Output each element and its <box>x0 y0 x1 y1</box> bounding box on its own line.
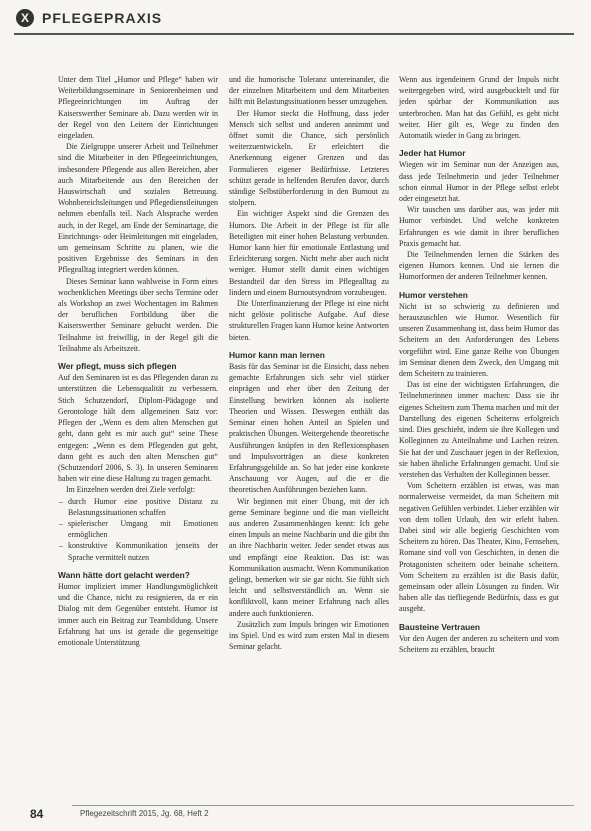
paragraph: Wenn aus irgendeinem Grund der Impuls nicht weitergegeben wird, wird ausgebucktelt und für jeden spürbar der Kommunikation aus unterbrochen. Man hat das Gefühl, es geht nicht weiter. Hier gilt es, Wege zu finden den Automatik wieder in Gang zu bringen. <box>399 75 559 141</box>
paragraph: Basis für das Seminar ist die Einsicht, dass neben gemachte Erfahrungen sich sehr viel stärker einprägen und eher über den Zeitung der Einstellung bewirken können als isolierte Theorien und Wissen. Deswegen enthält das Seminar einen hohen Anteil an Spielen und praktischen Übungen. Weitergehende theoretische Ausführungen knüpfen in den Reflexionsphasen und Impulsvorträgen an diese konkreten Erfahrungsgebilde an. So hat jeder eine konkrete Anschauung vor Augen, auf die er die theoretischen Ausführungen beziehen kann. <box>229 362 389 495</box>
text-column-2 <box>229 74 389 804</box>
subheading: Wer pflegt, muss sich pflegen <box>58 361 177 372</box>
paragraph: Wiegen wir im Seminar nun der Anzeigen aus, dass jede Teilnehmerin und jeder Teilnehmer schon einmal Humor in der Pflege selbst erlebt oder eingesetzt hat. <box>399 160 559 204</box>
subheading: Jeder hat Humor <box>399 148 466 159</box>
section-x-icon: X <box>16 9 34 27</box>
paragraph: Im Einzelnen werden drei Ziele verfolgt: <box>66 485 196 495</box>
section-title: PFLEGEPRAXIS <box>42 10 163 26</box>
goal-list <box>58 496 218 563</box>
paragraph: Nicht ist so schwierig zu definieren und herauszuschlen wie Humor. Wesentlich für unseren Zusammenhang ist, dass beim Humor das Scheitern an den Anforderungen des Lebens vorgeführt wird. Eine ganze Reihe von Übungen im Seminar dienen dem Zweck, den Umgang mit dem Scheitern zu trainieren. <box>399 301 559 379</box>
list-item: – durch Humor eine positive Distanz zu Belastungssituationen schaffen <box>68 496 218 518</box>
paragraph: Vor den Augen der anderen zu scheitern und vom Scheitern zu erzählen, braucht <box>399 633 559 654</box>
page-footer <box>14 805 576 825</box>
page-header <box>14 6 576 32</box>
paragraph: Zusätzlich zum Impuls bringen wir Emotionen ins Spiel. Und es wird zum ersten Mal in diesem Seminar gelacht. <box>229 619 389 652</box>
subheading: Bausteine Vertrauen <box>399 621 480 632</box>
paragraph: Humor impliziert immer Handlungsmöglichkeit und die Chance, nicht zu resignieren, da er ein Dialog mit dem Gegenüber entsteht. Humor ist immer auch ein Beitrag zur Teambildung. Unsere Erfahrung hat uns ist gerade die gegenseitige emotionale Unterstützung <box>58 581 218 647</box>
paragraph: Unter dem Titel „Humor und Pflege“ haben wir Weiterbildungsseminare in Seniorenheimen und Pflegeeinrichtungen im Auftrag der Kaiserswerther Seminare ab. Dazu werden wir in der Regel von den Leitern der Einrichtungen eingeladen. <box>58 75 218 141</box>
subheading: Wann hätte dort gelacht werden? <box>58 569 190 580</box>
page-number: 84 <box>30 807 44 821</box>
paragraph: Die Zielgruppe unserer Arbeit und Teilnehmer sind die Mitarbeiter in den Pflegeeinrichtungen, insbesondere Pflegende aus allen Bereichen, aber auch Mitarbeitende aus den Bereichen der Hauswirtschaft und sozialen Betreuung. Wohnbereichsleitungen und Pflegedienstleitungen nehmen ebenfalls teil. Nach Absprache werden auch, in der Regel, am Ende der Seminartage, die Einrichtungs- oder Heimleitungen mit eingeladen, um gemeinsam Schritte zu planen, wie die positiven Ergebnisse des Seminars in den Pflegealltag integriert werden können. <box>58 142 218 275</box>
paragraph: Wir beginnen mit einer Übung, mit der ich gerne Seminare beginne und die man vielleicht aus anderen Zusammenhängen kennt: Ich gebe einen Impuls an meine Nachbarin und die gibt ihn an ihre Nachbarin weiter. Jeder sendet etwas aus und empfängt eine Reaktion. Das ist: was Kommunikation ausmacht. Wenn Kommunikation gelingt, bemerken wir sie gar nicht. Sie fühlt sich leicht und selbstverständlich an. Wenn sie konfliktvoll, kann meiner Erfahrung nach alles andere auch funktionieren. <box>229 496 389 618</box>
subheading: Humor verstehen <box>399 289 468 300</box>
paragraph: und die humorische Toleranz untereinander, die der einzelnen Mitarbeitern und dem Mitarbeiten hilft mit Belastungssituationen besser umzugehen. <box>229 75 389 107</box>
paragraph: Die Unterfinanzierung der Pflege ist eine nicht nicht gelöste politische Aufgabe. Auf diese strukturellen Fragen kann Humor keine Antworten bieten. <box>229 299 389 342</box>
paragraph: Dieses Seminar kann wahlweise in Form eines wochenklichen Meetings über sechs Termine oder als Workshop an zwei Wochentagen im Rahmen der beruflichen Fortbildung über die Kaiserswerther Seminare gebucht werden. Die Teilnahme ist freiwillig, in der Regel gilt die Teilnahme als Arbeitszeit. <box>58 276 218 353</box>
journal-reference: Pflegezeitschrift 2015, Jg. 68, Heft 2 <box>80 809 209 818</box>
list-item: – spielerischer Umgang mit Emotionen ermöglichen <box>68 518 218 540</box>
header-rule <box>14 33 574 35</box>
paragraph: Der Humor steckt die Hoffnung, dass jeder Mensch sich selbst und anderen annimmt und öffnet somit die Chance, sich persönlich weiterzuentwickeln. Er erleichtert die Anerkennung eigener Grenzen und das Formulieren eigener Bedürfnisse. Letzteres schützt gerade in helfenden Berufen davor, durch ständige Selbstüberforderung in den Burnout zu stolpern. <box>229 108 389 208</box>
paragraph: Wir tauschen uns darüber aus, was jeder mit Humor verbindet. Und welche konkreten Erfahrungen es wie damit in ihrer beruflichen Praxis gemacht hat. <box>399 205 559 248</box>
paragraph: Die Teilnehmenden lernen die Stärken des eigenen Humors kennen. Und sie lernen die Humorformen der anderen Teilnehmer kennen. <box>399 250 559 282</box>
paragraph: Auf den Seminaren ist es das Pflegenden daran zu unterstützen die Lebensqualität zu verbessern. Stich Schutzendorf, Diplom-Pädagoge und Gerontologe hält dem allgemeinen Satz vor: Pflegen der „Wenn es dem alten Menschen gut geht, dann geht es mir auch gut“ seine These entgegen: „Wenn es dem Pflegenden gut geht, dann geht es auch den alten Menschen gut“ (Schutzendorf 2006, S. 3). In unseren Seminaren haben wir eine diese Haltung zu tragen gemacht. <box>58 373 218 484</box>
paragraph: Vom Scheitern erzählen ist etwas, was man normalerweise vermeidet, da man Scheitern mit negativen Gefühlen verbindet. Lieber erzählen wir von dem tollen Urlaub, den wir erlebt haben. Dabei sind wir alle begierig Geschichten vom Scheitern zu hören. Das Theater, Kino, Fernsehen, Romane sind voll von Geschichten, in denen die Protagonisten scheitern oder beinahe scheitern. Vom Scheitern zu erzählen ist die Basis dafür, gemeinsam oder allein Lösungen zu finden. Wir haben alle das tiefliegende Bedürfnis, dass es gut ausgeht. <box>399 481 559 614</box>
text-column-3 <box>399 74 559 804</box>
footer-rule <box>72 805 574 806</box>
list-item: – konstruktive Kommunikation jenseits der Sprache vermittelt nutzen <box>68 540 218 562</box>
text-column-1 <box>58 74 218 804</box>
paragraph: Das ist eine der wichtigsten Erfahrungen, die Teilnehmerinnen immer machen: Dass sie ihr eigenes Scheitern zum Thema machen und mit der Darstellung des eigenen Scheiterns erfolgreich sind. Dies geschieht, indem sie ihre Kollegen und Kolleginnen zu Anteilnahme und Lachen reizen. Sie hat der und Zuschauer jegen in der Reflexion, sie haben ähnliche Erfahrungen gemacht. Und sie verstehen das Verhalten der Kolleginnen besser. <box>399 380 559 479</box>
subheading: Humor kann man lernen <box>229 349 325 360</box>
paragraph: Ein wichtiger Aspekt sind die Grenzen des Humors. Die Arbeit in der Pflege ist für alle Beteiligten mit einer hohen Belastung verbunden. Humor kann hier für emotionale Entlastung und Erleichterung sorgen. Nicht mehr aber auch nicht weniger. Humor stellt damit einen wichtigen Bestandteil dar den Stress im Pflegealltag zu lindern und einem Burnoutsyndrom vorzubeugen. <box>229 209 389 297</box>
